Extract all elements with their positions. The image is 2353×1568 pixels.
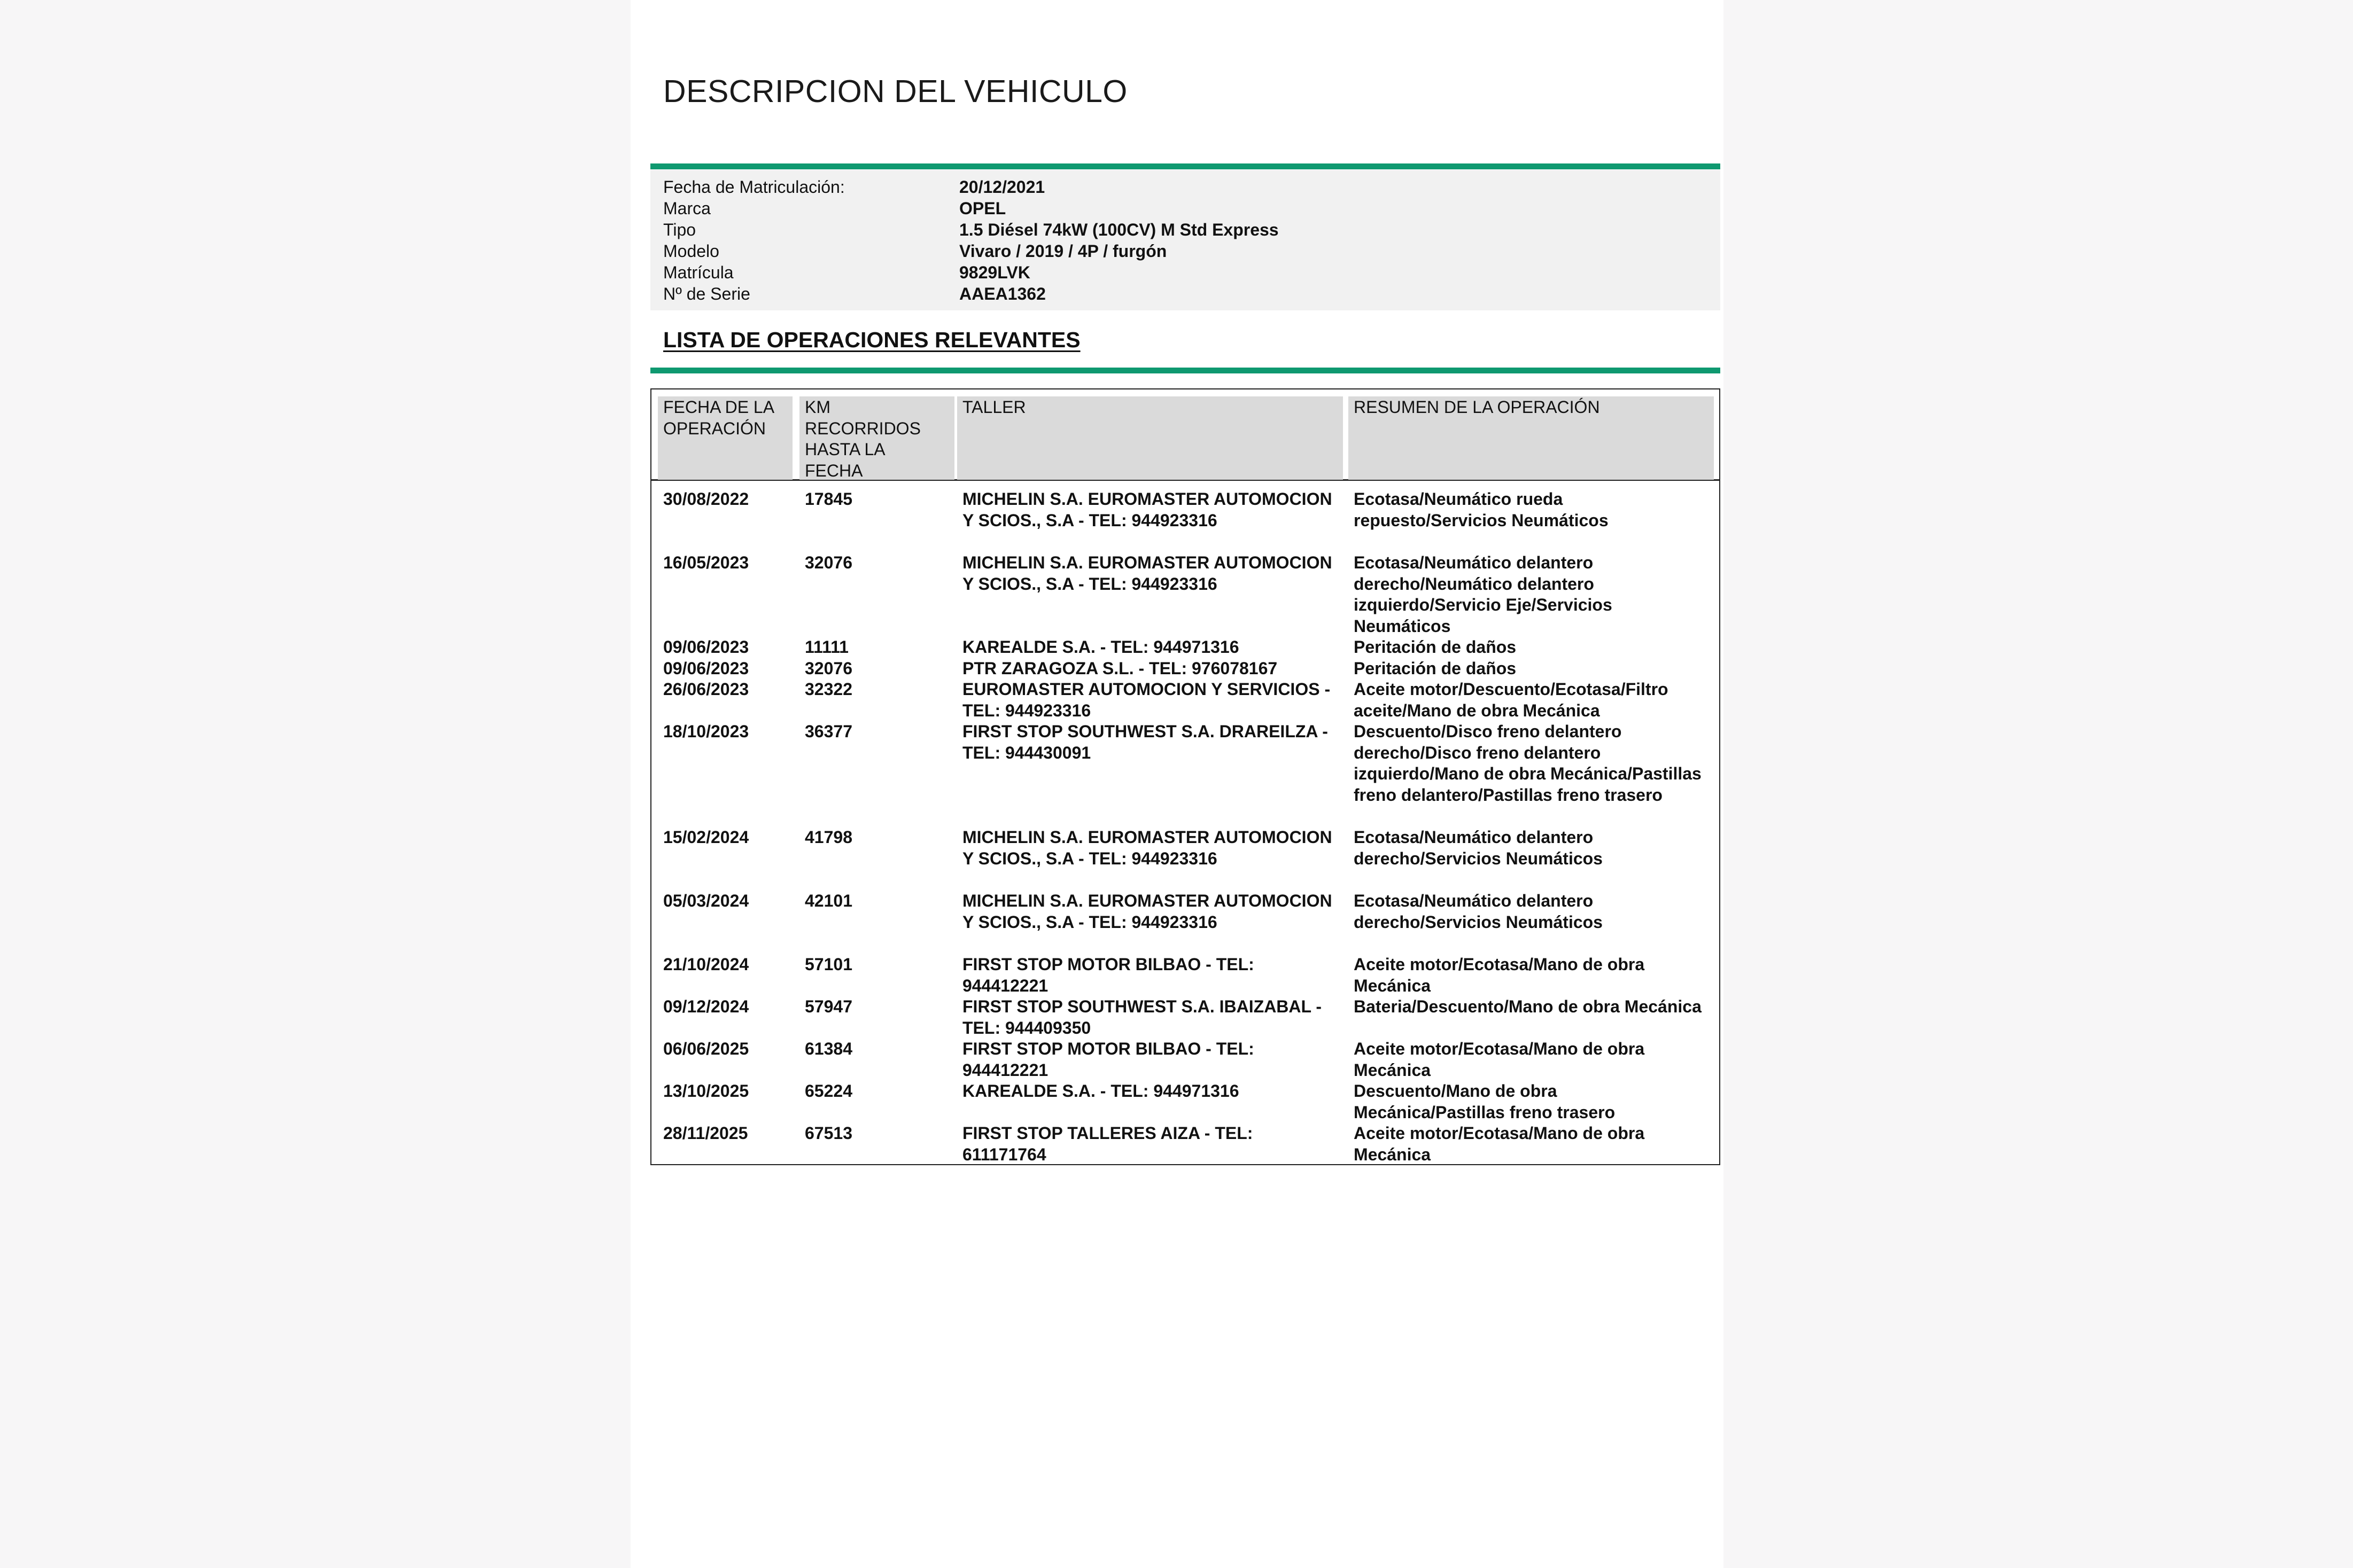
- cell-fecha: 09/06/2023: [663, 659, 749, 678]
- header-fecha: FECHA DE LA OPERACIÓN: [663, 397, 774, 438]
- cell-taller: EUROMASTER AUTOMOCION Y SERVICIOS - TEL: 944923316: [962, 680, 1331, 720]
- cell-km: 17845: [805, 489, 852, 509]
- vehicle-label: Tipo: [663, 220, 696, 239]
- header-taller: TALLER: [962, 397, 1026, 417]
- cell-taller: KAREALDE S.A. - TEL: 944971316: [962, 637, 1239, 657]
- divider-top: [650, 163, 1720, 169]
- cell-fecha: 16/05/2023: [663, 553, 749, 572]
- cell-resumen: Descuento/Disco freno delantero derecho/Disco freno delantero izquierdo/Mano de obra Mecánica/Pastillas freno delantero/Pastillas freno trasero: [1354, 722, 1702, 805]
- cell-fecha: 21/10/2024: [663, 955, 749, 974]
- vehicle-label: Modelo: [663, 241, 719, 261]
- cell-resumen: Aceite motor/Ecotasa/Mano de obra Mecánica: [1354, 955, 1645, 995]
- header-km: KM RECORRIDOS HASTA LA FECHA: [805, 397, 921, 480]
- cell-taller: FIRST STOP TALLERES AIZA - TEL: 611171764: [962, 1124, 1253, 1164]
- cell-km: 61384: [805, 1039, 852, 1058]
- cell-taller: FIRST STOP MOTOR BILBAO - TEL: 944412221: [962, 955, 1254, 995]
- vehicle-label: Matrícula: [663, 263, 734, 282]
- cell-resumen: Aceite motor/Descuento/Ecotasa/Filtro aceite/Mano de obra Mecánica: [1354, 680, 1668, 720]
- cell-resumen: Bateria/Descuento/Mano de obra Mecánica: [1354, 997, 1702, 1016]
- cell-resumen: Descuento/Mano de obra Mecánica/Pastillas freno trasero: [1354, 1081, 1616, 1122]
- divider-operations: [650, 368, 1720, 373]
- cell-taller: MICHELIN S.A. EUROMASTER AUTOMOCION Y SCIOS., S.A - TEL: 944923316: [962, 828, 1332, 868]
- cell-taller: MICHELIN S.A. EUROMASTER AUTOMOCION Y SCIOS., S.A - TEL: 944923316: [962, 553, 1332, 594]
- cell-taller: MICHELIN S.A. EUROMASTER AUTOMOCION Y SCIOS., S.A - TEL: 944923316: [962, 489, 1332, 530]
- cell-resumen: Ecotasa/Neumático delantero derecho/Servicios Neumáticos: [1354, 891, 1603, 932]
- cell-fecha: 05/03/2024: [663, 891, 749, 910]
- cell-taller: PTR ZARAGOZA S.L. - TEL: 976078167: [962, 659, 1278, 678]
- vehicle-label: Nº de Serie: [663, 284, 750, 303]
- cell-taller: FIRST STOP SOUTHWEST S.A. DRAREILZA - TEL: 944430091: [962, 722, 1328, 762]
- cell-km: 67513: [805, 1124, 852, 1143]
- table-header: [651, 389, 1719, 481]
- vehicle-value: 9829LVK: [959, 263, 1030, 282]
- cell-fecha: 28/11/2025: [663, 1124, 748, 1143]
- cell-fecha: 26/06/2023: [663, 680, 749, 699]
- vehicle-details: [650, 170, 1720, 310]
- vehicle-value: 20/12/2021: [959, 177, 1045, 197]
- vehicle-label: Fecha de Matriculación:: [663, 177, 845, 197]
- cell-fecha: 18/10/2023: [663, 722, 749, 741]
- cell-fecha: 15/02/2024: [663, 828, 749, 847]
- cell-km: 32322: [805, 680, 852, 699]
- cell-fecha: 30/08/2022: [663, 489, 749, 509]
- cell-fecha: 09/12/2024: [663, 997, 749, 1016]
- cell-resumen: Ecotasa/Neumático rueda repuesto/Servicios Neumáticos: [1354, 489, 1609, 530]
- header-resumen: RESUMEN DE LA OPERACIÓN: [1354, 397, 1600, 417]
- cell-resumen: Ecotasa/Neumático delantero derecho/Neumático delantero izquierdo/Servicio Eje/Servicios Neumáticos: [1354, 553, 1612, 636]
- document-page: [631, 0, 1723, 1568]
- cell-km: 57947: [805, 997, 852, 1016]
- vehicle-label: Marca: [663, 199, 711, 218]
- cell-taller: MICHELIN S.A. EUROMASTER AUTOMOCION Y SCIOS., S.A - TEL: 944923316: [962, 891, 1332, 932]
- cell-fecha: 13/10/2025: [663, 1081, 749, 1101]
- cell-resumen: Peritación de daños: [1354, 659, 1517, 678]
- operations-table: [650, 388, 1720, 1165]
- cell-km: 57101: [805, 955, 852, 974]
- vehicle-value: Vivaro / 2019 / 4P / furgón: [959, 241, 1167, 261]
- cell-km: 41798: [805, 828, 852, 847]
- cell-km: 36377: [805, 722, 852, 741]
- vehicle-value: OPEL: [959, 199, 1006, 218]
- cell-resumen: Aceite motor/Ecotasa/Mano de obra Mecánica: [1354, 1124, 1645, 1164]
- cell-km: 32076: [805, 659, 852, 678]
- cell-fecha: 09/06/2023: [663, 637, 749, 657]
- cell-fecha: 06/06/2025: [663, 1039, 749, 1058]
- cell-km: 65224: [805, 1081, 852, 1101]
- cell-resumen: Ecotasa/Neumático delantero derecho/Servicios Neumáticos: [1354, 828, 1603, 868]
- cell-km: 11111: [805, 637, 849, 657]
- cell-resumen: Peritación de daños: [1354, 637, 1517, 657]
- cell-taller: KAREALDE S.A. - TEL: 944971316: [962, 1081, 1239, 1101]
- vehicle-value: 1.5 Diésel 74kW (100CV) M Std Express: [959, 220, 1279, 239]
- vehicle-value: AAEA1362: [959, 284, 1046, 303]
- cell-taller: FIRST STOP SOUTHWEST S.A. IBAIZABAL - TEL: 944409350: [962, 997, 1322, 1037]
- operations-section-title: LISTA DE OPERACIONES RELEVANTES: [663, 327, 1081, 352]
- document-title: DESCRIPCION DEL VEHICULO: [663, 74, 1128, 109]
- cell-km: 42101: [805, 891, 852, 910]
- cell-taller: FIRST STOP MOTOR BILBAO - TEL: 944412221: [962, 1039, 1254, 1080]
- cell-km: 32076: [805, 553, 852, 572]
- cell-resumen: Aceite motor/Ecotasa/Mano de obra Mecánica: [1354, 1039, 1645, 1080]
